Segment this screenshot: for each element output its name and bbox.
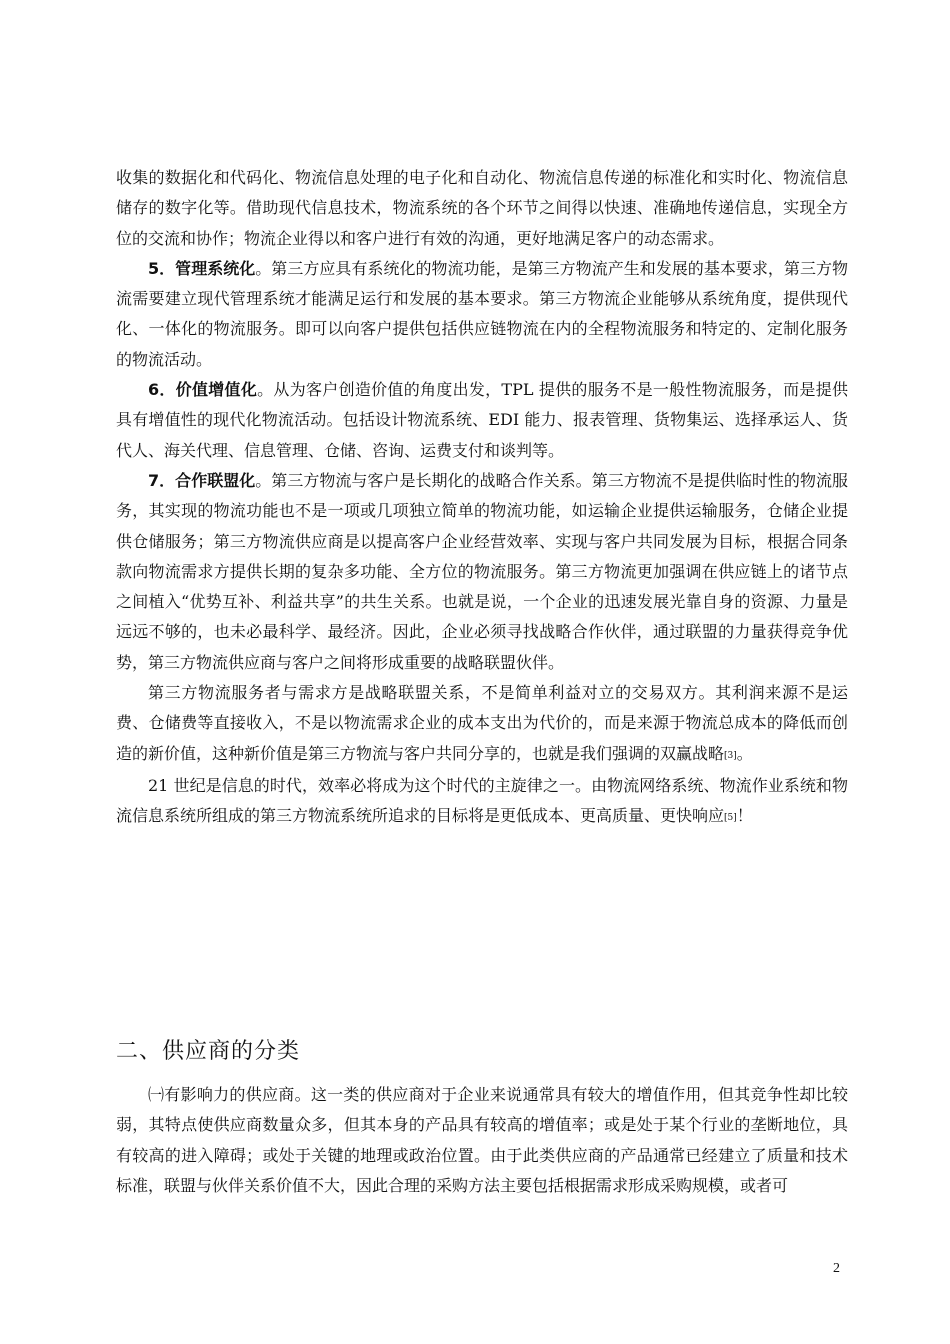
paragraph-21st-century <box>116 771 848 834</box>
paragraph-continued <box>116 163 848 254</box>
citation-marker: [5] <box>724 813 737 824</box>
citation-marker: [3] <box>724 750 737 761</box>
body-text-section-2 <box>116 1080 848 1201</box>
paragraph-management-systematization <box>116 254 848 375</box>
paragraph-text: 21 世纪是信息的时代，效率必将成为这个时代的主旋律之一。由物流网络系统、物流作业系统和物流信息系统所组成的第三方物流系统所追求的目标将是更低成本、更高质量、更快响应 <box>116 775 848 826</box>
paragraph-text: 。第三方应具有系统化的物流功能，是第三方物流产生和发展的基本要求，第三方物流需要建立现代管理系统才能满足运行和发展的基本要求。第三方物流企业能够从系统角度，提供现代化、一体化的物流服务。即可以向客户提供包括供应链物流在内的全程物流服务和特定的、定制化服务的物流活动。 <box>116 258 848 369</box>
paragraph-term: 5．管理系统化 <box>148 258 256 278</box>
body-text-section-1 <box>116 163 848 834</box>
paragraph-text: ㈠有影响力的供应商。这一类的供应商对于企业来说通常具有较大的增值作用，但其竞争性却比较弱，其特点使供应商数量众多，但其本身的产品具有较高的增值率；或是处于某个行业的垄断地位，具有较高的进入障碍；或处于关键的地理或政治位置。由于此类供应商的产品通常已经建立了质量和技术标准，联盟与伙伴关系价值不大，因此合理的采购方法主要包括根据需求形成采购规模，或者可 <box>116 1085 848 1195</box>
paragraph-value-added <box>116 375 848 466</box>
paragraph-tail: 。 <box>736 743 753 763</box>
paragraph-text: 第三方物流服务者与需求方是战略联盟关系，不是简单利益对立的交易双方。其利润来源不是运费、仓储费等直接收入，不是以物流需求企业的成本支出为代价的，而是来源于物流总成本的降低而创造的新价值，这种新价值是第三方物流与客户共同分享的，也就是我们强调的双赢战略 <box>116 683 848 763</box>
section-heading: 二、供应商的分类 <box>116 1039 301 1064</box>
paragraph-text: 收集的数据化和代码化、物流信息处理的电子化和自动化、物流信息传递的标准化和实时化、物流信息储存的数字化等。借助现代信息技术，物流系统的各个环节之间得以快速、准确地传递信息，实现全方位的交流和协作；物流企业得以和客户进行有效的沟通，更好地满足客户的动态需求。 <box>116 168 848 248</box>
paragraph-influential-suppliers <box>116 1080 848 1201</box>
paragraph-tail: ！ <box>736 806 753 826</box>
paragraph-text: 。从为客户创造价值的角度出发，TPL 提供的服务不是一般性物流服务，而是提供具有增值性的现代化物流活动。包括设计物流系统、EDI 能力、报表管理、货物集运、选择承运人、货代人、海关代理、信息管理、仓储、咨询、运费支付和谈判等。 <box>116 380 848 460</box>
paragraph-text: 。第三方物流与客户是长期化的战略合作关系。第三方物流不是提供临时性的物流服务，其实现的物流功能也不是一项或几项独立简单的物流功能，如运输企业提供运输服务，仓储企业提供仓储服务；第三方物流供应商是以提高客户企业经营效率、实现与客户共同发展为目标，根据合同条款向物流需求方提供长期的复杂多功能、全方位的物流服务。第三方物流更加强调在供应链上的诸节点之间植入“优势互补、利益共享”的共生关系。也就是说，一个企业的迅速发展光靠自身的资源、力量是远远不够的，也未必最科学、最经济。因此，企业必须寻找战略合作伙伴，通过联盟的力量获得竞争优势，第三方物流供应商与客户之间将形成重要的战略联盟伙伴。 <box>116 470 848 672</box>
paragraph-strategic-relationship <box>116 678 848 771</box>
paragraph-cooperation-alliance <box>116 466 848 678</box>
paragraph-term: 7．合作联盟化 <box>148 470 256 490</box>
page-number: 2 <box>833 1261 840 1276</box>
paragraph-term: 6．价值增值化 <box>148 380 258 400</box>
